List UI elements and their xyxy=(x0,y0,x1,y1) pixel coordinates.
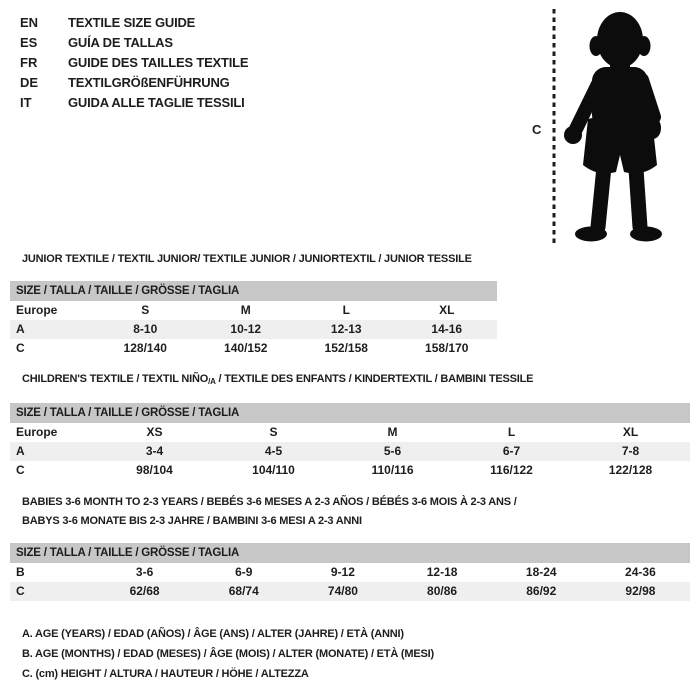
row-label: C xyxy=(16,341,25,355)
heading-subscript: /A xyxy=(208,377,216,386)
size-cell: XL xyxy=(439,303,455,317)
row-label: C xyxy=(16,584,25,598)
size-cell: 62/68 xyxy=(129,584,160,598)
size-cell: 86/92 xyxy=(526,584,557,598)
language-code: EN xyxy=(20,15,39,30)
language-row-es xyxy=(20,33,248,53)
heading-text: / TEXTILE DES ENFANTS / KINDERTEXTIL / BAMBINI TESSILE xyxy=(215,373,534,385)
size-cell: 9-12 xyxy=(330,565,355,579)
size-cell: 158/170 xyxy=(425,341,469,355)
babies-size-table xyxy=(10,543,690,601)
size-cell: M xyxy=(240,303,251,317)
children-size-table xyxy=(10,403,690,480)
size-cell: 12-13 xyxy=(330,322,362,336)
toddler-silhouette-icon xyxy=(558,9,666,245)
row-label: A xyxy=(16,322,25,336)
children-section-heading xyxy=(22,372,533,389)
language-code: FR xyxy=(20,55,38,70)
language-row-it xyxy=(20,93,248,113)
table-row-age xyxy=(10,320,497,339)
language-label: TEXTILE SIZE GUIDE xyxy=(68,15,196,30)
heading-text: CHILDREN'S TEXTILE / TEXTIL NIÑO xyxy=(22,373,209,385)
junior-section-heading: JUNIOR TEXTILE / TEXTIL JUNIOR/ TEXTILE JUNIOR / JUNIORTEXTIL / JUNIOR TESSILE xyxy=(22,253,472,265)
size-cell: XL xyxy=(622,425,639,439)
size-cell: S xyxy=(141,303,150,317)
table-row-europe xyxy=(10,301,497,320)
row-label: Europe xyxy=(16,425,58,439)
row-label: C xyxy=(16,463,25,477)
size-cell: 92/98 xyxy=(625,584,656,598)
table-row-age xyxy=(10,442,690,461)
heading-line-1: BABIES 3-6 MONTH TO 2-3 YEARS / BEBÉS 3-6 MESES A 2-3 AÑOS / BÉBÉS 3-6 MOIS À 2-3 ANS / xyxy=(22,496,517,508)
table-header-size: SIZE / TALLA / TAILLE / GRÖSSE / TAGLIA xyxy=(10,543,690,563)
size-cell: 14-16 xyxy=(431,322,463,336)
size-cell: 116/122 xyxy=(490,463,533,477)
heading-line-2: BABYS 3-6 MONATE BIS 2-3 JAHRE / BAMBINI 3-6 MESI A 2-3 ANNI xyxy=(22,515,362,527)
size-cell: M xyxy=(387,425,398,439)
size-cell: 3-6 xyxy=(135,565,154,579)
language-row-en xyxy=(20,13,248,33)
language-code: DE xyxy=(20,75,39,90)
language-label: GUIDE DES TAILLES TEXTILE xyxy=(68,55,249,70)
size-cell: L xyxy=(507,425,516,439)
language-row-fr xyxy=(20,53,248,73)
table-row-height xyxy=(10,461,690,480)
size-cell: 68/74 xyxy=(228,584,259,598)
size-cell: 18-24 xyxy=(525,565,557,579)
size-cell: 122/128 xyxy=(608,463,653,477)
language-label: TEXTILGRÖßENFÜHRUNG xyxy=(68,75,230,90)
table-row-height xyxy=(10,339,497,358)
table-header-size: SIZE / TALLA / TAILLE / GRÖSSE / TAGLIA xyxy=(10,403,690,423)
size-cell: S xyxy=(269,425,278,439)
height-marker-label: C xyxy=(532,122,542,137)
language-label: GUIDA ALLE TAGLIE TESSILI xyxy=(68,95,245,110)
note-age-months: B. AGE (MONTHS) / EDAD (MESES) / ÂGE (MOIS) / ALTER (MONATE) / ETÀ (MESI) xyxy=(22,648,434,660)
size-cell: 10-12 xyxy=(230,322,262,336)
size-cell: 24-36 xyxy=(625,565,656,579)
size-cell: 128/140 xyxy=(123,341,167,355)
size-cell: 12-18 xyxy=(426,565,458,579)
size-cell: 6-7 xyxy=(502,444,521,458)
language-list xyxy=(20,13,248,113)
row-label: Europe xyxy=(16,303,58,317)
size-cell: 104/110 xyxy=(252,463,295,477)
language-code: ES xyxy=(20,35,38,50)
table-row-europe xyxy=(10,423,690,442)
size-cell: 110/116 xyxy=(371,463,414,477)
size-cell: 3-4 xyxy=(145,444,164,458)
table-row-months xyxy=(10,563,690,582)
height-measure-dashed-line-icon xyxy=(552,9,556,245)
note-age-years: A. AGE (YEARS) / EDAD (AÑOS) / ÂGE (ANS) / ALTER (JAHRE) / ETÀ (ANNI) xyxy=(22,628,404,640)
babies-section-heading xyxy=(22,493,517,531)
size-cell: 80/86 xyxy=(427,584,458,598)
junior-size-table xyxy=(10,281,497,358)
size-cell: L xyxy=(342,303,350,317)
note-height-cm: C. (cm) HEIGHT / ALTURA / HAUTEUR / HÖHE / ALTEZZA xyxy=(22,668,309,680)
size-cell: 152/158 xyxy=(324,341,368,355)
size-cell: 6-9 xyxy=(235,565,253,579)
size-cell: 74/80 xyxy=(327,584,358,598)
size-cell: XS xyxy=(146,425,163,439)
size-cell: 7-8 xyxy=(621,444,640,458)
table-header-size: SIZE / TALLA / TAILLE / GRÖSSE / TAGLIA xyxy=(10,281,497,301)
size-cell: 5-6 xyxy=(383,444,402,458)
language-label: GUÍA DE TALLAS xyxy=(68,35,173,50)
size-cell: 8-10 xyxy=(133,322,158,336)
size-cell: 140/152 xyxy=(224,341,268,355)
row-label: B xyxy=(16,565,25,579)
table-row-height xyxy=(10,582,690,601)
legend-notes xyxy=(22,624,434,684)
language-code: IT xyxy=(20,95,32,110)
size-cell: 98/104 xyxy=(136,463,173,477)
language-row-de xyxy=(20,73,248,93)
size-cell: 4-5 xyxy=(264,444,283,458)
row-label: A xyxy=(16,444,25,458)
